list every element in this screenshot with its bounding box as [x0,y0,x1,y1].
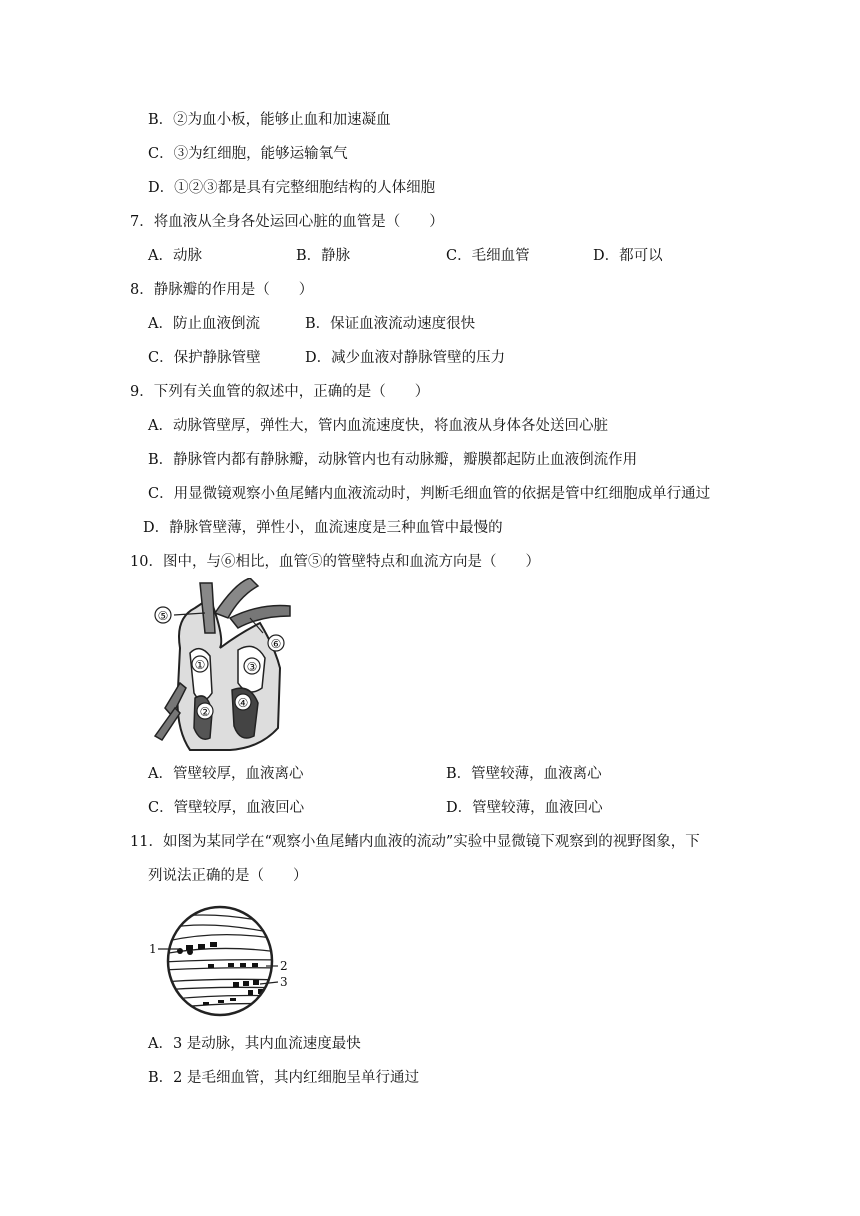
microscope-field-diagram [148,904,298,1022]
q10-option-b: B．管壁较薄，血液离心 [446,766,602,782]
q8-option-a: A．防止血液倒流 [148,316,260,332]
q10-option-c: C．管壁较厚，血液回心 [148,800,305,816]
q7-option-a: A．动脉 [148,248,202,264]
q7-option-d: D．都可以 [593,248,663,264]
heart-label-4: ④ [237,696,249,710]
microscope-label-2: 2 [280,959,288,973]
heart-label-1: ① [194,658,206,672]
microscope-label-3: 3 [280,975,288,989]
q9-option-d: D．静脉管壁薄，弹性小，血流速度是三种血管中最慢的 [143,520,503,536]
q11-option-b: B．2 是毛细血管，其内红细胞呈单行通过 [148,1070,419,1086]
q11-stem-line2: 列说法正确的是（ ） [148,868,308,884]
q8-option-b: B．保证血液流动速度很快 [305,316,476,332]
q10-stem: 10．图中，与⑥相比，血管⑤的管壁特点和血流方向是（ ） [130,554,540,570]
q8-option-c: C．保护静脉管壁 [148,350,261,366]
heart-diagram [150,578,300,758]
q6-option-c: C．③为红细胞，能够运输氧气 [148,146,348,162]
q11-option-a: A．3 是动脉，其内血流速度最快 [148,1036,361,1052]
q6-option-b: B．②为血小板，能够止血和加速凝血 [148,112,391,128]
q9-option-b: B．静脉管内都有静脉瓣，动脉管内也有动脉瓣，瓣膜都起防止血液倒流作用 [148,452,638,468]
q10-option-d: D．管壁较薄，血液回心 [446,800,603,816]
q7-option-c: C．毛细血管 [446,248,530,264]
q9-stem: 9．下列有关血管的叙述中，正确的是（ ） [130,384,430,400]
heart-label-3: ③ [246,660,258,674]
q10-option-a: A．管壁较厚，血液离心 [148,766,304,782]
q7-stem: 7．将血液从全身各处运回心脏的血管是（ ） [130,214,444,230]
q9-option-a: A．动脉管壁厚，弹性大，管内血流速度快，将血液从身体各处送回心脏 [148,418,608,434]
q9-option-c: C．用显微镜观察小鱼尾鳍内血液流动时，判断毛细血管的依据是管中红细胞成单行通过 [148,486,711,502]
microscope-label-1: 1 [149,942,157,956]
q8-option-d: D．减少血液对静脉管壁的压力 [305,350,506,366]
heart-label-5: ⑤ [157,609,169,623]
heart-label-2: ② [199,705,211,719]
q7-option-b: B．静脉 [296,248,351,264]
q6-option-d: D．①②③都是具有完整细胞结构的人体细胞 [148,180,436,196]
q11-stem-line1: 11．如图为某同学在“观察小鱼尾鳍内血液的流动”实验中显微镜下观察到的视野图象，下 [130,834,700,850]
q8-stem: 8．静脉瓣的作用是（ ） [130,282,314,298]
heart-label-6: ⑥ [270,637,282,651]
